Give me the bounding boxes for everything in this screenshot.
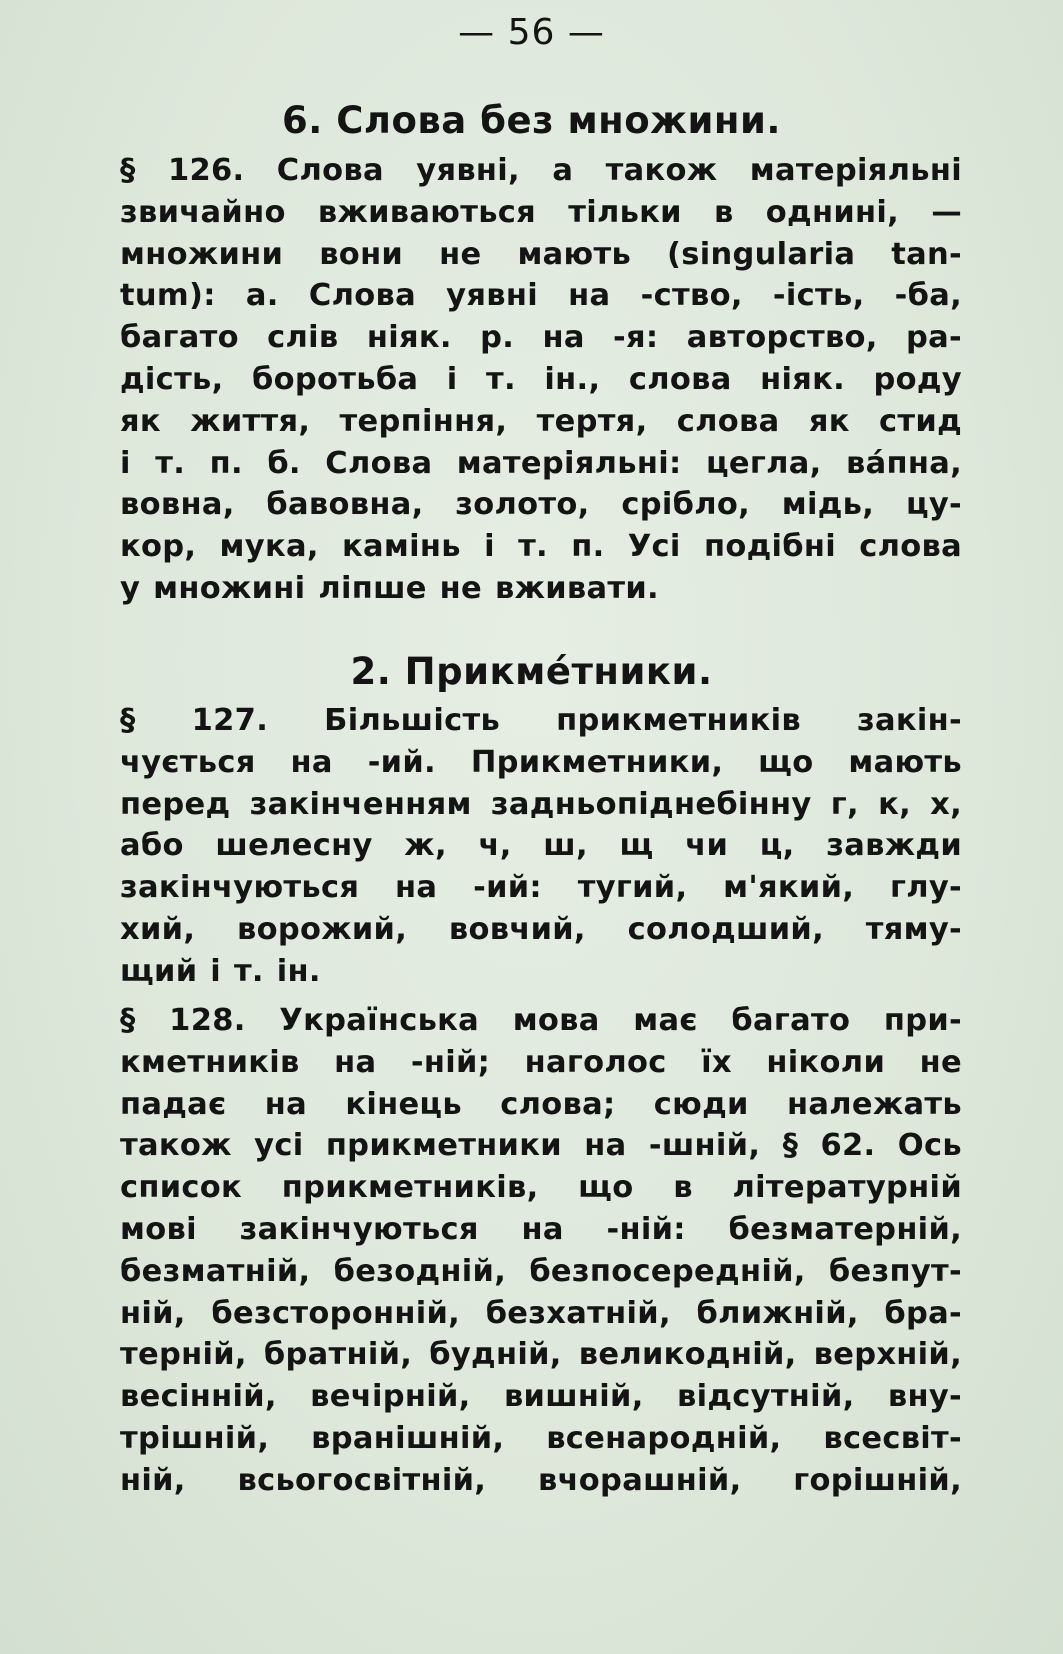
text-line: чується на -ий. Прикметники, що мають [120,744,962,780]
text-line: множини вони не мають (singularia tan- [120,236,962,272]
text-line: вовна, бавовна, золото, срібло, мідь, цу- [120,487,962,523]
text-line: ній, всьогосвітній, вчорашній, горішній, [120,1462,962,1498]
paragraph-126 [120,150,962,610]
text-line: терній, братній, будній, великодній, верхній, [120,1337,962,1373]
text-line: § 127. Більшість прикметників закін- [120,703,962,738]
text-line: безматній, безодній, безпосередній, безпут- [120,1253,962,1289]
paragraph-128 [120,1000,962,1502]
text-line: весінній, вечірній, вишній, відсутній, вну- [120,1379,962,1415]
text-line: ній, безсторонній, безхатній, ближній, бра- [120,1295,962,1331]
text-line: перед закінченням задньопіднебінну г, к, х, [120,786,962,822]
text-line: також усі прикметники на -шній, § 62. Ось [120,1128,962,1164]
text-line: у множині ліпше не вживати. [120,570,659,606]
text-line: як життя, терпіння, тертя, слова як стид [120,403,962,439]
text-line: мові закінчуються на -ній: безматерній, [120,1211,962,1247]
text-line: щий і т. ін. [120,953,321,989]
text-line: звичайно вживаються тільки в однині, — [120,194,962,230]
text-line: падає на кінець слова; сюди належать [120,1086,962,1122]
text-line: багато слів ніяк. р. на -я: авторство, ра- [120,320,962,356]
text-line: і т. п. б. Слова матеріяльні: цегла, ва́пна, [120,445,962,481]
text-line: хий, ворожий, вовчий, солодший, тяму- [120,911,962,947]
page-number: — 56 — [458,12,605,53]
text-line: закінчуються на -ий: тугий, м'який, глу- [120,870,962,906]
text-line: § 128. Українська мова має багато при- [120,1003,962,1038]
text-line: § 126. Слова уявні, а також матеріяльні [120,153,962,188]
text-line: tum): а. Слова уявні на -ство, -ість, -ба, [120,278,962,314]
text-line: трішній, вранішній, всенародній, всесвіт- [120,1420,962,1456]
text-line: кметників на -ній; наголос їх ніколи не [120,1044,962,1080]
section-heading-words-without-plural: 6. Слова без множини. [282,99,781,142]
section-heading-adjectives: 2. Прикме́тники. [350,650,713,693]
paragraph-127 [120,700,962,993]
text-line: список прикметників, що в літературній [120,1170,962,1206]
text-line: або шелесну ж, ч, ш, щ чи ц, завжди [120,828,962,864]
text-line: дість, боротьба і т. ін., слова ніяк. роду [120,361,962,397]
text-line: кор, мука, камінь і т. п. Усі подібні слова [120,529,962,565]
